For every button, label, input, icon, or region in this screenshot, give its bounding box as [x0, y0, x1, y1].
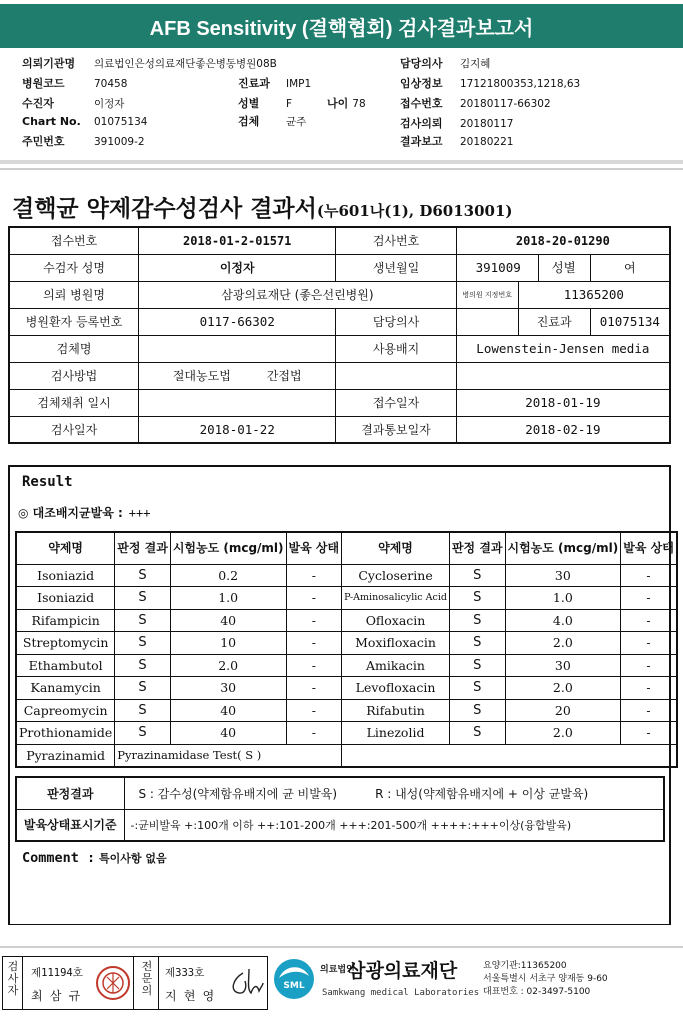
reviewer-name: 지 현 영 — [165, 989, 215, 1003]
drug-cell: Cycloserine — [342, 564, 450, 587]
table-row — [16, 654, 677, 677]
separator — [0, 168, 683, 170]
info-age: 나이 78 — [327, 97, 366, 110]
conc-cell: 1.0 — [505, 587, 621, 610]
table-row: 판정결과 S : 감수성(약제함유배지에 균 비발육) R : 내성(약제함유배지에 + 이상 균발육) — [16, 777, 664, 809]
table-row: 검체채취 일시 접수일자 2018-01-19 — [9, 389, 670, 416]
drug-cell: Streptomycin — [16, 632, 115, 655]
growth-cell: - — [286, 722, 342, 745]
reviewer-license: 제333호 — [165, 967, 205, 979]
table-row: 의뢰 병원명 삼광의료재단 (좋은선린병원) 병의원 지정번호 11365200 — [9, 281, 670, 308]
drug-cell: Levofloxacin — [342, 677, 450, 700]
info-doctor: 담당의사 김지혜 — [400, 57, 491, 70]
drug-cell: Isoniazid — [16, 587, 115, 610]
report-header-title: AFB Sensitivity (결핵협회) 검사결과보고서 — [149, 17, 534, 40]
drug-cell: Capreomycin — [16, 699, 115, 722]
stamp-icon — [95, 963, 131, 1003]
drug-cell: Rifampicin — [16, 609, 115, 632]
legend-table — [15, 776, 665, 842]
growth-cell: - — [621, 564, 677, 587]
report-info-table — [8, 226, 671, 444]
info-sex: 성별 F — [238, 97, 293, 110]
conc-cell: 2.0 — [505, 632, 621, 655]
info-patient: 수진자 이정자 — [22, 97, 125, 110]
drug-cell: Moxifloxacin — [342, 632, 450, 655]
org-name: 의료법인 삼광의료재단 — [320, 960, 458, 982]
table-row: 발육상태표시기준 -:균비발육 +:100개 이하 ++:101-200개 +++:201-500개 ++++:+++이상(융합발육) — [16, 809, 664, 841]
table-header-row: 약제명 판정 결과 시험농도 (mcg/ml) 발육 상태 약제명 판정 결과 시험농도 (mcg/ml) 발육 상태 — [16, 532, 677, 564]
conc-cell: 1.0 — [170, 587, 286, 610]
conc-cell: 40 — [170, 699, 286, 722]
conc-cell: 2.0 — [505, 677, 621, 700]
drug-cell: Isoniazid — [16, 564, 115, 587]
report-subtitle: (누601나(1), D6013001) — [316, 202, 513, 220]
result-cell: S — [115, 722, 171, 745]
drug-cell: Ethambutol — [16, 654, 115, 677]
reviewer-label: 전 문 의 — [141, 960, 153, 997]
growth-cell: - — [286, 654, 342, 677]
table-row — [16, 564, 677, 587]
info-resident-no: 주민번호 391009-2 — [22, 135, 145, 148]
tester-label: 검 사 자 — [7, 960, 19, 997]
table-row: 검사방법 절대농도법 간접법 — [9, 362, 670, 389]
info-specimen: 검체 균주 — [238, 115, 307, 128]
conc-cell: 4.0 — [505, 609, 621, 632]
signature-icon — [225, 965, 265, 1001]
report-title: 결핵균 약제감수성검사 결과서(누601나(1), D6013001) — [12, 195, 513, 222]
result-cell: S — [449, 677, 505, 700]
conc-cell: 40 — [170, 722, 286, 745]
growth-cell: - — [286, 609, 342, 632]
result-cell: S — [449, 609, 505, 632]
info-report-date: 결과보고 20180221 — [400, 135, 514, 148]
conc-cell: 10 — [170, 632, 286, 655]
org-logo-icon — [273, 958, 315, 1000]
conc-cell: 2.0 — [505, 722, 621, 745]
info-chart-no: Chart No. 01075134 — [22, 115, 148, 128]
conc-cell: 30 — [170, 677, 286, 700]
info-hospital: 의뢰기관명 의료법인은성의료재단좋은병동병원08B — [22, 57, 277, 70]
tester-name: 최 삼 규 — [31, 989, 81, 1003]
growth-cell: - — [621, 654, 677, 677]
table-row — [16, 609, 677, 632]
table-row: 검체명 사용배지 Lowenstein-Jensen media — [9, 335, 670, 362]
growth-cell: - — [286, 677, 342, 700]
control-growth: ◎ 대조배지균발육 : +++ — [18, 506, 151, 520]
result-title: Result — [22, 474, 73, 490]
info-clinical: 임상정보 17121800353,1218,63 — [400, 77, 581, 90]
growth-cell: - — [621, 722, 677, 745]
result-cell: S — [115, 587, 171, 610]
result-cell: S — [449, 722, 505, 745]
conc-cell: 30 — [505, 564, 621, 587]
drug-cell: Rifabutin — [342, 699, 450, 722]
table-row: 접수번호 2018-01-2-01571 검사번호 2018-20-01290 — [9, 227, 670, 254]
growth-cell: - — [621, 677, 677, 700]
org-name-en: Samkwang medical Laboratories — [322, 988, 480, 998]
comment: Comment : 특이사항 없음 — [22, 850, 167, 866]
result-cell: S — [115, 609, 171, 632]
tester-license: 제11194호 — [31, 967, 83, 979]
table-row: 병원환자 등록번호 0117-66302 담당의사 진료과 01075134 — [9, 308, 670, 335]
growth-cell: - — [286, 564, 342, 587]
growth-cell: - — [286, 632, 342, 655]
info-receipt: 접수번호 20180117-66302 — [400, 97, 551, 110]
table-row — [16, 677, 677, 700]
conc-cell: 20 — [505, 699, 621, 722]
result-cell: S — [115, 654, 171, 677]
table-row — [16, 722, 677, 745]
info-dept: 진료과 IMP1 — [238, 77, 312, 90]
signature-block — [2, 956, 268, 1010]
table-row: 검사일자 2018-01-22 결과통보일자 2018-02-19 — [9, 416, 670, 443]
conc-cell: 0.2 — [170, 564, 286, 587]
drug-cell: Kanamycin — [16, 677, 115, 700]
org-contact: 요양기관:11365200 서울특별시 서초구 양재동 9-60 대표번호 : 02-3497-5100 — [483, 961, 608, 997]
drug-cell: Prothionamide — [16, 722, 115, 745]
table-row — [16, 632, 677, 655]
separator — [0, 160, 683, 164]
table-row: Pyrazinamid Pyrazinamidase Test( S ) — [16, 744, 677, 767]
result-cell: S — [115, 699, 171, 722]
result-cell: S — [115, 564, 171, 587]
result-cell: S — [449, 654, 505, 677]
conc-cell: 40 — [170, 609, 286, 632]
result-cell: S — [115, 677, 171, 700]
org-logo-text: SML — [283, 981, 305, 991]
result-cell: S — [449, 564, 505, 587]
table-row: 수검자 성명 이정자 생년월일 391009 성별 여 — [9, 254, 670, 281]
result-cell: S — [449, 632, 505, 655]
table-row — [16, 587, 677, 610]
growth-cell: - — [621, 587, 677, 610]
growth-cell: - — [286, 699, 342, 722]
drug-cell: P-Aminosalicylic Acid — [342, 587, 450, 610]
growth-cell: - — [621, 699, 677, 722]
result-cell: S — [449, 587, 505, 610]
result-cell: S — [115, 632, 171, 655]
drug-cell: Amikacin — [342, 654, 450, 677]
info-request: 검사의뢰 20180117 — [400, 117, 514, 130]
growth-cell: - — [621, 632, 677, 655]
info-hospital-code: 병원코드 70458 — [22, 77, 128, 90]
separator — [0, 946, 683, 948]
table-row — [16, 699, 677, 722]
result-cell: S — [449, 699, 505, 722]
drug-cell: Linezolid — [342, 722, 450, 745]
conc-cell: 2.0 — [170, 654, 286, 677]
drug-table — [15, 531, 678, 768]
conc-cell: 30 — [505, 654, 621, 677]
growth-cell: - — [621, 609, 677, 632]
report-header — [0, 4, 683, 48]
drug-cell: Ofloxacin — [342, 609, 450, 632]
growth-cell: - — [286, 587, 342, 610]
